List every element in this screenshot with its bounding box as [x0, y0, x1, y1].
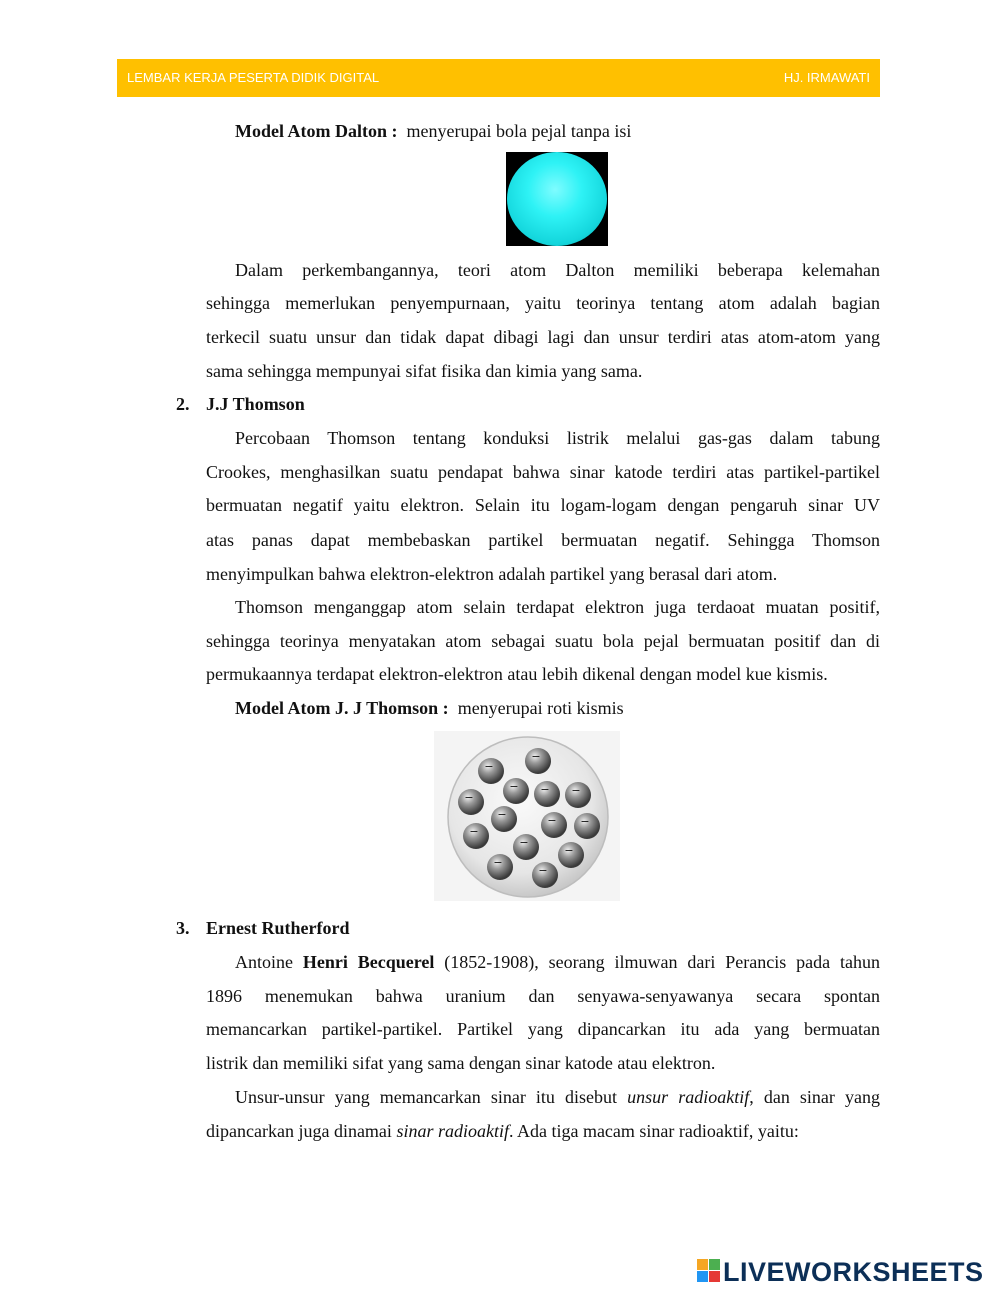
radioaktif-pre: Unsur-unsur yang memancarkan sinar itu disebut [235, 1087, 628, 1107]
electron-sign: − [580, 815, 590, 828]
rutherford-para1-line: listrik dan memiliki sifat yang sama dengan sinar katode atau elektron. [206, 1053, 716, 1073]
dalton-sphere [507, 152, 607, 246]
rutherford-para1-line: 1896 menemukan bahwa uranium dan senyawa-senyawanya secara spontan [206, 986, 880, 1006]
thomson-model-desc: menyerupai roti kismis [457, 698, 624, 718]
rutherford-para1-line [235, 951, 880, 973]
dalton-para-line: sama sehingga mempunyai sifat fisika dan kimia yang sama. [206, 361, 643, 381]
electron-sign: − [464, 791, 474, 804]
electron-sign: − [509, 780, 519, 793]
thomson-para2-line: sehingga teorinya menyatakan atom sebagai suatu bola pejal bermuatan positif dan di [206, 631, 880, 651]
sinar-pre: dipancarkan juga dinamai [206, 1121, 397, 1141]
electron-sign: − [493, 856, 503, 869]
header-bar [117, 59, 880, 97]
electron-sign: − [484, 760, 494, 773]
header-title: LEMBAR KERJA PESERTA DIDIK DIGITAL [127, 70, 380, 85]
becquerel-name: Henri Becquerel [302, 952, 435, 972]
header-author: HJ. IRMAWATI [783, 70, 870, 85]
electron-sign: − [547, 814, 557, 827]
thomson-para1-line: Percobaan Thomson tentang konduksi listrik melalui gas-gas dalam tabung [235, 428, 880, 448]
sinar-radioaktif: sinar radioaktif [396, 1121, 509, 1141]
rutherford-para2-line [206, 1120, 799, 1142]
dalton-atom-image [506, 152, 608, 246]
rutherford-para1-line: memancarkan partikel-partikel. Partikel yang dipancarkan itu ada yang bermuatan [206, 1019, 880, 1039]
electron-sign: − [538, 864, 548, 877]
electron-sign: − [540, 783, 550, 796]
section-number-thomson: 2. [176, 394, 190, 414]
electron-sign: − [497, 808, 507, 821]
dalton-model-desc: menyerupai bola pejal tanpa isi [406, 121, 632, 141]
thomson-atom-image [434, 731, 620, 901]
unsur-radioaktif: unsur radioaktif [627, 1087, 750, 1107]
section-heading-rutherford: Ernest Rutherford [206, 918, 350, 938]
becquerel-pre: Antoine [235, 952, 303, 972]
rutherford-para2-line [235, 1086, 880, 1108]
dalton-para-line: Dalam perkembangannya, teori atom Dalton memiliki beberapa kelemahan [235, 260, 880, 280]
thomson-model-label: Model Atom J. J Thomson : [235, 698, 449, 718]
liveworksheets-logo-icon [697, 1259, 721, 1283]
thomson-para1-line: atas panas dapat membebaskan partikel bermuatan negatif. Sehingga Thomson [206, 530, 880, 550]
dalton-model-line [235, 120, 631, 142]
thomson-para1-line: menyimpulkan bahwa elektron-elektron adalah partikel yang berasal dari atom. [206, 564, 778, 584]
thomson-para1-line: bermuatan negatif yaitu elektron. Selain itu logam-logam dengan pengaruh sinar UV [206, 495, 880, 515]
thomson-para2-line: Thomson menganggap atom selain terdapat elektron juga terdaoat muatan positif, [235, 597, 880, 617]
section-number-rutherford: 3. [176, 918, 190, 938]
electron-sign: − [571, 784, 581, 797]
sinar-post: . Ada tiga macam sinar radioaktif, yaitu: [508, 1121, 799, 1141]
electron-sign: − [564, 844, 574, 857]
thomson-model-line [235, 697, 624, 719]
electron-sign: − [531, 750, 541, 763]
electron-sign: − [469, 825, 479, 838]
dalton-model-label: Model Atom Dalton : [235, 121, 398, 141]
dalton-para-line: sehingga memerlukan penyempurnaan, yaitu teorinya tentang atom adalah bagian [206, 293, 880, 313]
thomson-para2-line: permukaannya terdapat elektron-elektron atau lebih dikenal dengan model kue kismis. [206, 664, 828, 684]
thomson-para1-line: Crookes, menghasilkan suatu pendapat bahwa sinar katode terdiri atas partikel-partikel [206, 462, 880, 482]
liveworksheets-logo-text: LIVEWORKSHEETS [723, 1257, 984, 1287]
section-heading-thomson: J.J Thomson [206, 394, 305, 414]
dalton-para-line: terkecil suatu unsur dan tidak dapat dibagi lagi dan unsur terdiri atas atom-atom yang [206, 327, 880, 347]
radioaktif-post: , dan sinar yang [749, 1087, 880, 1107]
electron-sign: − [519, 836, 529, 849]
becquerel-post: (1852-1908), seorang ilmuwan dari Perancis pada tahun [434, 952, 880, 972]
